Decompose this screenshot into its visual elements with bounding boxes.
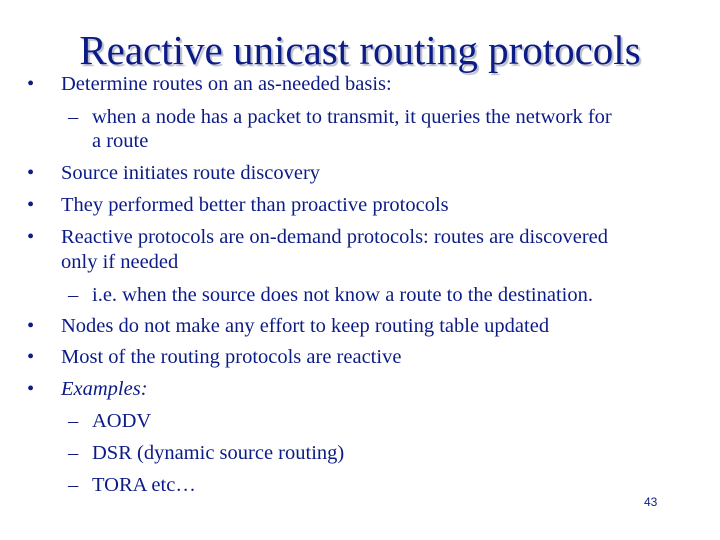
bullet-text: only if needed (61, 251, 179, 273)
bullet-icon: • (27, 162, 35, 184)
slide-title: Reactive unicast routing protocols (79, 27, 641, 73)
bullet-text: Most of the routing protocols are reactive (61, 346, 402, 368)
bullet-icon: • (27, 73, 35, 95)
bullet-icon: • (27, 346, 35, 368)
sub-bullet-text: when a node has a packet to transmit, it queries the network for (92, 106, 612, 128)
bullet-icon: • (27, 226, 35, 248)
bullet-text: Examples: (61, 378, 148, 400)
sub-bullet-text: DSR (dynamic source routing) (92, 442, 345, 464)
bullet-text: Nodes do not make any effort to keep routing table updated (61, 315, 550, 337)
bullet-icon: • (27, 194, 35, 216)
bullet-text: Reactive protocols are on-demand protocols: routes are discovered (61, 226, 609, 248)
dash-icon: – (68, 474, 79, 496)
sub-bullet-text: i.e. when the source does not know a route to the destination. (92, 284, 593, 306)
bullet-text: Determine routes on an as-needed basis: (61, 73, 392, 95)
dash-icon: – (68, 284, 79, 306)
bullet-icon: • (27, 378, 35, 400)
page-number: 43 (644, 495, 658, 509)
sub-bullet-text: AODV (92, 410, 152, 432)
dash-icon: – (68, 442, 79, 464)
bullet-text: Source initiates route discovery (61, 162, 321, 184)
dash-icon: – (68, 410, 79, 432)
sub-bullet-text: TORA etc… (92, 474, 196, 496)
sub-bullet-text: a route (92, 130, 149, 152)
bullet-text: They performed better than proactive protocols (61, 194, 449, 216)
bullet-icon: • (27, 315, 35, 337)
dash-icon: – (68, 106, 79, 128)
